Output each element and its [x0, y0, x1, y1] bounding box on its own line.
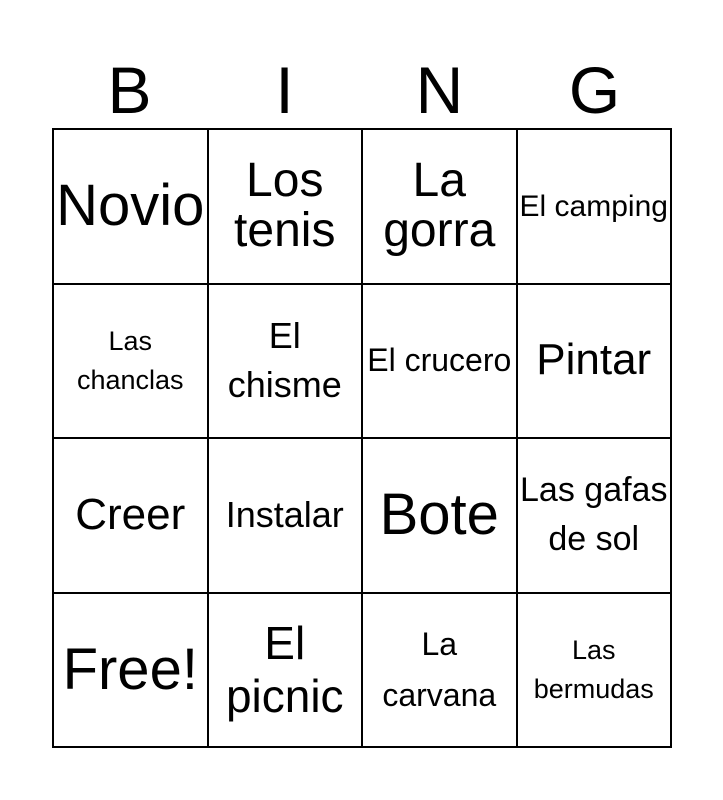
bingo-cell[interactable]	[208, 438, 363, 593]
bingo-cell[interactable]	[362, 593, 517, 748]
cell-text: El picnic	[225, 616, 344, 722]
bingo-cell[interactable]	[53, 129, 208, 284]
header-letter-b: B	[107, 53, 152, 127]
bingo-cell[interactable]	[53, 284, 208, 439]
bingo-cell[interactable]	[517, 438, 672, 593]
cell-text: El crucero	[367, 342, 512, 379]
cell-text: Instalar	[225, 493, 344, 535]
bingo-cell[interactable]	[208, 593, 363, 748]
cell-text: Los tenis	[234, 153, 336, 258]
header-letter-i: I	[275, 53, 294, 127]
bingo-cell[interactable]	[362, 438, 517, 593]
bingo-cell[interactable]	[517, 593, 672, 748]
bingo-cell[interactable]	[208, 129, 363, 284]
bingo-cell[interactable]	[362, 284, 517, 439]
bingo-cell[interactable]	[208, 284, 363, 439]
bingo-cell[interactable]	[362, 129, 517, 284]
bingo-grid	[52, 128, 672, 748]
cell-text: Las chanclas	[76, 325, 184, 395]
bingo-cell[interactable]	[517, 284, 672, 439]
cell-text: Bote	[379, 482, 499, 548]
cell-text: Free!	[62, 636, 198, 702]
cell-text: Novio	[56, 173, 205, 239]
bingo-cell[interactable]	[53, 438, 208, 593]
cell-text: El camping	[519, 189, 668, 223]
header-letter-g: G	[568, 53, 621, 127]
bingo-cell[interactable]	[53, 593, 208, 748]
cell-text: Las bermudas	[533, 634, 654, 704]
cell-text: El chisme	[227, 315, 342, 405]
cell-text: La gorra	[383, 153, 496, 258]
cell-text: Creer	[75, 489, 186, 539]
cell-text: Pintar	[536, 335, 652, 385]
bingo-cell[interactable]	[517, 129, 672, 284]
header-letter-n: N	[415, 53, 464, 127]
bingo-header	[52, 52, 672, 128]
cell-text: La carvana	[382, 625, 497, 713]
cell-text: Las gafas de sol	[520, 470, 668, 559]
